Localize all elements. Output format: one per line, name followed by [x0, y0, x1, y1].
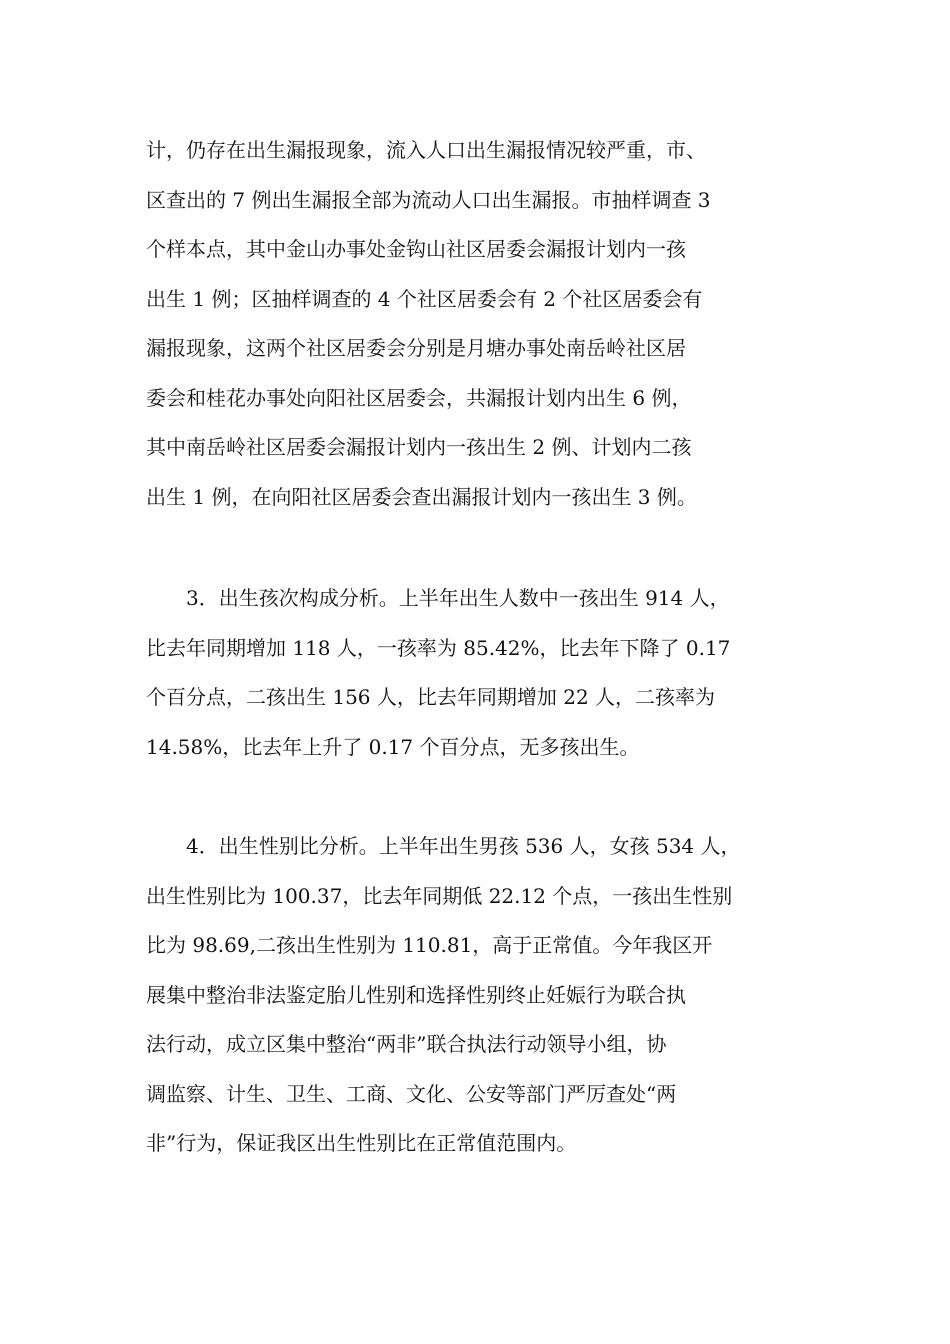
- text-line: 个百分点，二孩出生 156 人，比去年同期增加 22 人，二孩率为: [146, 685, 716, 709]
- text-line: 4．出生性别比分析。上半年出生男孩 536 人，女孩 534 人，: [186, 834, 741, 858]
- text-line: 漏报现象，这两个社区居委会分别是月塘办事处南岳岭社区居: [146, 336, 686, 360]
- text-line: 非”行为，保证我区出生性别比在正常值范围内。: [146, 1131, 577, 1155]
- text-line: 3．出生孩次构成分析。上半年出生人数中一孩出生 914 人，: [186, 586, 730, 610]
- text-line: 比去年同期增加 118 人，一孩率为 85.42%，比去年下降了 0.17: [146, 635, 731, 660]
- text-line: 比为 98.69,二孩出生性别为 110.81，高于正常值。今年我区开: [146, 933, 713, 957]
- text-line: 个样本点，其中金山办事处金钩山社区居委会漏报计划内一孩: [146, 237, 686, 261]
- text-line: 出生 1 例；区抽样调查的 4 个社区居委会有 2 个社区居委会有: [146, 286, 703, 311]
- text-line: 委会和桂花办事处向阳社区居委会，共漏报计划内出生 6 例，: [146, 385, 692, 410]
- paragraph-birth-order-analysis: [146, 574, 730, 772]
- text-line: 调监察、计生、卫生、工商、文化、公安等部门严厉查处“两: [146, 1081, 677, 1106]
- text-line: 出生 1 例，在向阳社区居委会查出漏报计划内一孩出生 3 例。: [146, 484, 697, 509]
- paragraph-sex-ratio-analysis: [146, 822, 741, 1169]
- text-line: 其中南岳岭社区居委会漏报计划内一孩出生 2 例、计划内二孩: [146, 435, 692, 459]
- text-line: 14.58%，比去年上升了 0.17 个百分点，无多孩出生。: [146, 734, 640, 759]
- text-line: 出生性别比为 100.37，比去年同期低 22.12 个点，一孩出生性别: [146, 883, 733, 908]
- paragraph-birth-underreporting: [146, 126, 711, 522]
- text-line: 法行动，成立区集中整治“两非”联合执法行动领导小组，协: [146, 1032, 667, 1056]
- text-line: 展集中整治非法鉴定胎儿性别和选择性别终止妊娠行为联合执: [146, 982, 686, 1007]
- text-line: 区查出的 7 例出生漏报全部为流动人口出生漏报。市抽样调查 3: [146, 187, 711, 212]
- text-line: 计，仍存在出生漏报现象，流入人口出生漏报情况较严重，市、: [146, 138, 706, 162]
